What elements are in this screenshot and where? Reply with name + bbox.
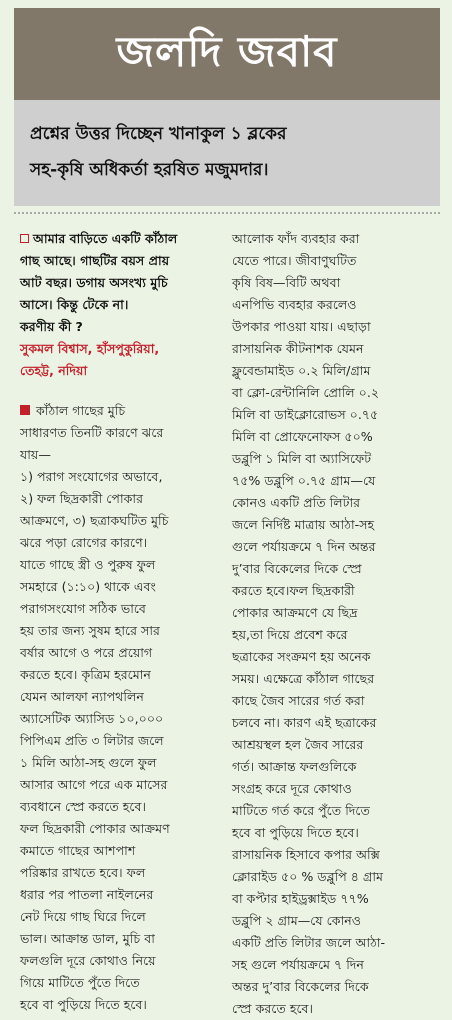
question-bullet-icon [20, 234, 29, 243]
answer-line: সময়। এক্ষেত্রে কাঁঠাল গাছের [232, 671, 375, 686]
answer-line: হয় তার জন্য সুষম হারে সার [20, 623, 160, 638]
column-left [20, 228, 218, 1016]
answer-line: আলোক ফাঁদ ব্যবহার করা [232, 231, 360, 246]
subhead-byline [14, 100, 440, 206]
question-line: আট বছর। ডগায় অসংখ্য মুচি [20, 275, 168, 290]
answer-line: যেমন আলফা ন্যাপথলিন [20, 689, 144, 704]
answer-line: বর্ষার আগে ও পরে প্রয়োগ [20, 645, 153, 660]
question-block [20, 228, 218, 382]
answer-line: অন্তর দু’বার বিকেলের দিকে [232, 979, 369, 994]
answer-line: ফল ছিদ্রকারী পোকার আক্রমণ [20, 821, 170, 836]
answer-line: একটি প্রতি লিটার জলে আঠা- [232, 935, 386, 950]
answer-line [20, 400, 218, 422]
answer-line: নেট দিয়ে গাছ ঘিরে দিলে [20, 909, 146, 924]
answer-line: সংগ্রহ করে দূরে কোথাও [232, 781, 352, 796]
answer-line: ১) পরাগ সংযোগের অভাবে, [20, 469, 163, 484]
answer-line: ফ্লুবেন্ডামাইড ০.২ মিলি/গ্রাম [232, 363, 371, 378]
answer-line: মাটিতে গর্ত করে পুঁতে দিতে [232, 803, 370, 818]
answer-line: হবে বা পুড়িয়ে দিতে হবে। [232, 825, 359, 840]
answer-line: ভাল। আক্রান্ত ডাল, মুচি বা [20, 931, 155, 946]
answer-line: মিলি বা প্রোফেনোফস ৫০% [232, 429, 373, 444]
answer-line: ক্লোরাইড ৫০ % ডব্লুপি ৪ গ্রাম [232, 869, 384, 884]
answer-line: সাধারণত তিনটি কারণে ঝরে [20, 425, 164, 440]
answer-line: ২) ফল ছিদ্রকারী পোকার [20, 491, 143, 506]
answer-line: ফলগুলি দূরে কোথাও নিয়ে [20, 953, 156, 968]
answer-line: যায়— [20, 447, 51, 462]
answer-line: গিয়ে মাটিতে পুঁতে দিতে [20, 975, 140, 990]
answer-line: পরাগসংযোগ সঠিক ভাবে [20, 601, 146, 616]
answer-line: বা ক্লো-রেন্টানিলি প্রোলি ০.২ [232, 385, 380, 400]
answer-line: হবে বা পুড়িয়ে দিতে হবে। [20, 997, 147, 1012]
question-line: গাছ আছে। গাছটির বয়স প্রায় [20, 253, 170, 268]
answer-line: কাছে জৈব সারের গর্ত করা [232, 693, 365, 708]
answer-line: এনপিভি ব্যবহার করলেও [232, 297, 357, 312]
answer-line: রাসায়নিক কীটনাশক যেমন [232, 341, 364, 356]
answer-line: গর্ত। আক্রান্ত ফলগুলিকে [232, 759, 357, 774]
question-line: করণীয় কী ? [20, 319, 83, 334]
answer-line: সমহারে (১:১০) থাকে এবং [20, 579, 156, 594]
answer-line: স্প্রে করতে হবে। [232, 1001, 314, 1016]
question-text: আমার বাড়িতে একটি কাঁঠাল [33, 231, 178, 246]
answer-line: ছত্রাকের সংক্রমণ হয় অনেক [232, 649, 371, 664]
answer-line: ঝরে পড়া রোগের কারণে। [20, 535, 148, 550]
answer-line: পরিষ্কার রাখতে হবে। ফল [20, 865, 146, 880]
answer-line: জলে নির্দিষ্ট মাত্রায় আঠা-সহ [232, 517, 375, 532]
answer-block-left [20, 400, 218, 1016]
answer-line: করতে হবে। কৃত্রিম হরমোন [20, 667, 151, 682]
answer-line: ধরার পর পাতলা নাইলনের [20, 887, 154, 902]
answer-line: বা কপ্টার হাইড্রক্সাইড ৭৭% [232, 891, 369, 906]
column-right [232, 228, 438, 1020]
answer-line: ডব্লুপি ২ গ্রাম—যে কোনও [232, 913, 362, 928]
answer-line: আক্রমণে, ৩) ছত্রাকঘটিত মুচি [20, 513, 169, 528]
question-line [20, 228, 218, 250]
masthead-title: জলদি জবাব [14, 8, 440, 100]
answer-line: ব্যবধানে স্প্রে করতে হবে। [20, 799, 146, 814]
answer-line: কৃষি বিষ—বিটি অথবা [232, 275, 341, 290]
answer-line: রাসায়নিক হিসাবে কপার অক্সি [232, 847, 380, 862]
sender-line: তেহট্ট, নদিয়া [20, 363, 88, 378]
dotted-divider [14, 212, 440, 214]
answer-line: চলবে না। কারণ এই ছত্রাকের [232, 715, 377, 730]
subhead-line: সহ-কৃষি অধিকর্তা হরষিত মজুমদার। [30, 160, 269, 180]
sender-line: সুকমল বিশ্বাস, হাঁসপুকুরিয়া, [20, 341, 160, 356]
answer-line: উপকার পাওয়া যায়। এছাড়া [232, 319, 371, 334]
answer-line: ৭৫% ডব্লুপি ০.৭৫ গ্রাম—যে [232, 473, 376, 488]
answer-line: মিলি বা ডাইক্লোরোভস ০.৭৫ [232, 407, 379, 422]
answer-line: যাতে গাছে স্ত্রী ও পুরুষ ফুল [20, 557, 156, 572]
answer-line: দু’বার বিকেলের দিকে স্প্রে [232, 561, 362, 576]
answer-line: পিপিএম প্রতি ৩ লিটার জলে [20, 733, 164, 748]
answer-line: অ্যাসেটিক অ্যাসিড ১০,০০০ [20, 711, 164, 726]
spacer [20, 382, 218, 400]
answer-line: যেতে পারে। জীবাণুঘটিত [232, 253, 357, 268]
answer-line: ১ মিলি আঠা-সহ গুলে ফুল [20, 755, 157, 770]
answer-line: কোনও একটি প্রতি লিটার [232, 495, 361, 510]
subhead-line: প্রশ্নের উত্তর দিচ্ছেন খানাকুল ১ ব্লকের [30, 124, 287, 144]
answer-line: সহ গুলে পর্যায়ক্রমে ৭ দিন [232, 957, 364, 972]
answer-line: হয়,তা দিয়ে প্রবেশ করে [232, 627, 348, 642]
answer-line: আসার আগে পরে এক মাসের [20, 777, 168, 792]
answer-line: করতে হবে।ফল ছিদ্রকারী [232, 583, 355, 598]
answer-line: আশ্রয়স্থল হল জৈব সারের [232, 737, 364, 752]
answer-line: গুলে পর্যায়ক্রমে ৭ দিন অন্তর [232, 539, 376, 554]
question-line: আসে। কিন্তু টেকে না। [20, 297, 129, 312]
answer-line: কমাতে গাছের আশপাশ [20, 843, 136, 858]
answer-line: ডব্লুপি ১ মিলি বা অ্যাসিফেট [232, 451, 372, 466]
answer-text: কাঁঠাল গাছের মুচি [36, 403, 126, 418]
answer-line: পোকার আক্রমণে যে ছিদ্র [232, 605, 358, 620]
answer-bullet-icon [20, 405, 30, 415]
